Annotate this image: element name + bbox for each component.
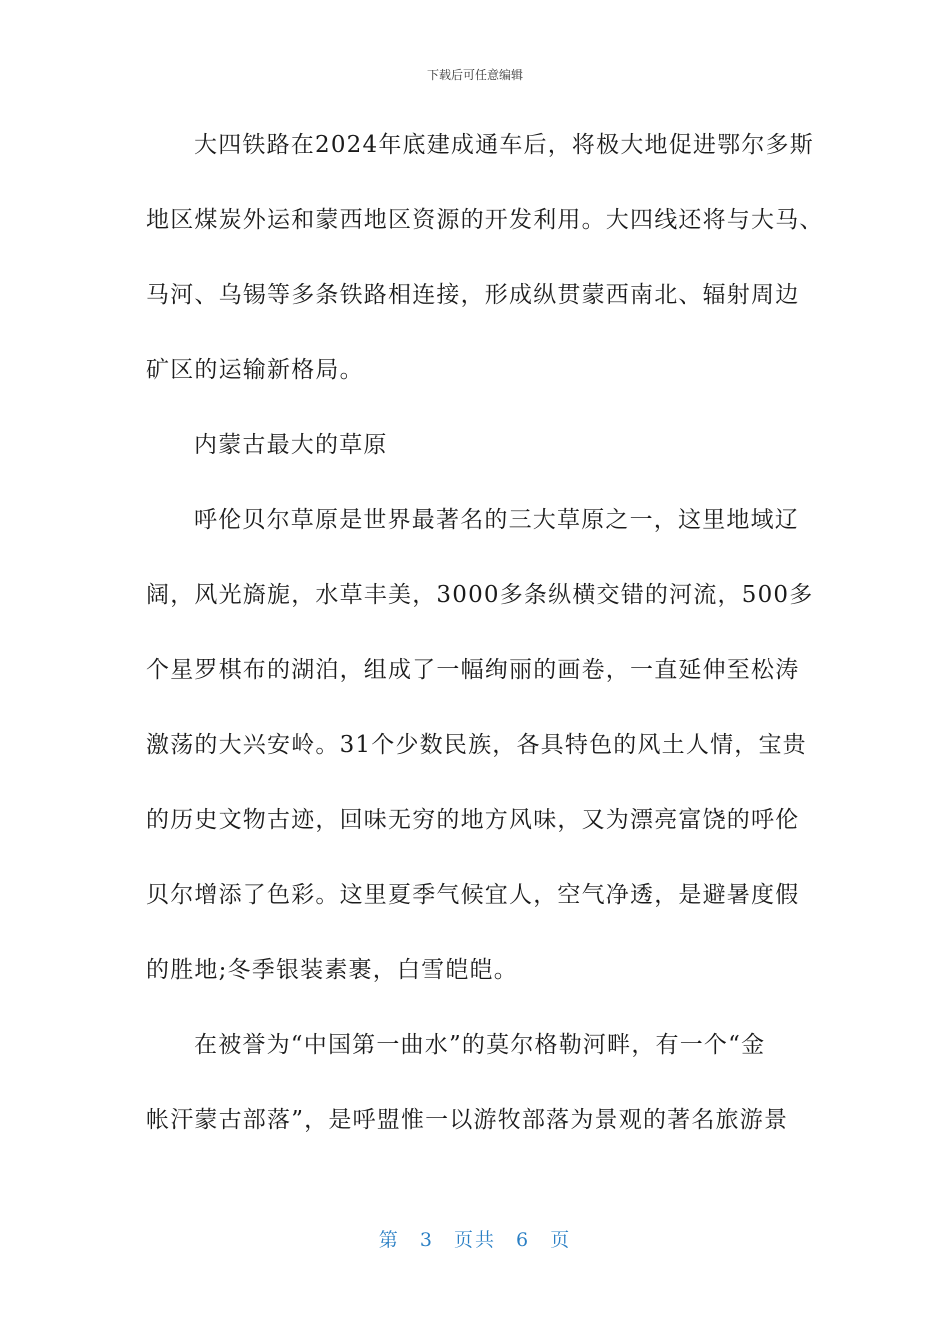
document-body <box>146 123 824 1173</box>
text-line: 呼伦贝尔草原是世界最著名的三大草原之一，这里地域辽 <box>194 507 799 533</box>
footer-middle: 页共 <box>453 1229 496 1251</box>
total-pages-number: 6 <box>516 1229 531 1251</box>
text-line: 马河、乌锡等多条铁路相连接，形成纵贯蒙西南北、辐射周边 <box>146 282 800 308</box>
text-line: 矿区的运输新格局。 <box>146 357 364 383</box>
text-line: 激荡的大兴安岭。31个少数民族，各具特色的风土人情，宝贵 <box>146 732 807 758</box>
header-note: 下载后可任意编辑 <box>426 68 523 82</box>
footer-suffix: 页 <box>550 1229 572 1251</box>
text-line: 地区煤炭外运和蒙西地区资源的开发利用。大四线还将与大马、 <box>146 207 824 233</box>
text-line: 个星罗棋布的湖泊，组成了一幅绚丽的画卷，一直延伸至松涛 <box>146 657 800 683</box>
text-line: 的历史文物古迹，回味无穷的地方风味，又为漂亮富饶的呼伦 <box>146 807 800 833</box>
text-line: 在被誉为“中国第一曲水”的莫尔格勒河畔，有一个“金 <box>194 1032 766 1058</box>
text-line: 大四铁路在2024年底建成通车后，将极大地促进鄂尔多斯 <box>194 132 814 158</box>
section-heading: 内蒙古最大的草原 <box>194 432 388 458</box>
text-line: 帐汗蒙古部落”，是呼盟惟一以游牧部落为景观的著名旅游景 <box>146 1107 789 1133</box>
text-line: 阔，风光旖旎，水草丰美，3000多条纵横交错的河流，500多 <box>146 582 814 608</box>
text-line: 的胜地;冬季银装素裹，白雪皑皑。 <box>146 957 518 983</box>
footer-prefix: 第 <box>378 1229 400 1251</box>
current-page-number: 3 <box>419 1229 434 1251</box>
text-line: 贝尔增添了色彩。这里夏季气候宜人，空气净透，是避暑度假 <box>146 882 800 908</box>
page-footer <box>0 1225 950 1252</box>
